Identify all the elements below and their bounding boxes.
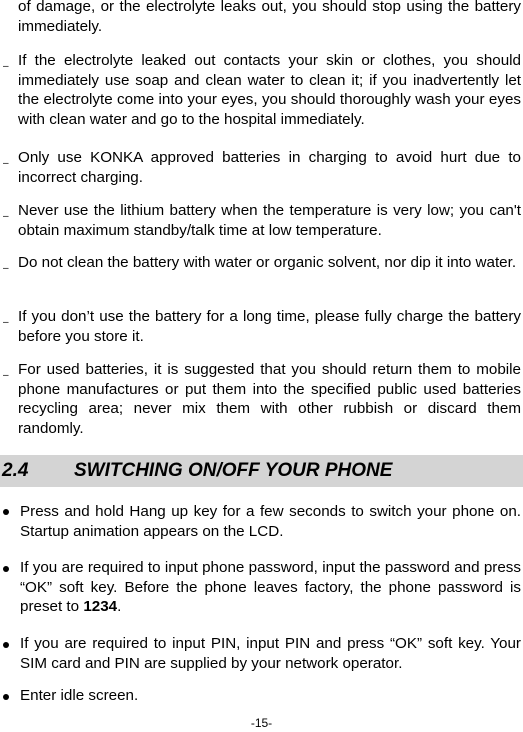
dash-item-recycling: For used batteries, it is suggested that you should return them to mobile phone manufactures or put them into the specified public used batteries recycling area; never mix them with other rubbish or discard them randomly. <box>18 361 521 437</box>
dash-item-approved-batteries: Only use KONKA approved batteries in charging to avoid hurt due to incorrect charging. <box>18 149 521 186</box>
dash-item-storage: If you don’t use the battery for a long time, please fully charge the battery before you store it. <box>18 308 521 345</box>
bullet-item-pin: If you are required to input PIN, input PIN and press “OK” soft key. Your SIM card and PIN are supplied by your network operator. <box>20 635 521 672</box>
dash-marker: – <box>3 158 9 169</box>
default-password: 1234 <box>83 598 118 615</box>
bullet-text-end: . <box>117 598 122 615</box>
dash-marker: – <box>3 263 9 274</box>
bullet-icon <box>3 642 9 648</box>
dash-marker: – <box>3 370 9 381</box>
bullet-text: If you are required to input phone password, input the password and press “OK” soft key. Before the phone leaves factory, the phone password is preset to <box>20 559 521 615</box>
bullet-item-idle-screen: Enter idle screen. <box>20 687 139 704</box>
dash-marker: – <box>3 61 9 72</box>
bullet-icon <box>3 694 9 700</box>
section-title: SWITCHING ON/OFF YOUR PHONE <box>74 460 393 481</box>
bullet-item-phone-password <box>20 558 521 617</box>
section-number: 2.4 <box>2 460 29 481</box>
dash-item-cleaning: Do not clean the battery with water or organic solvent, nor dip it into water. <box>18 254 517 271</box>
bullet-icon <box>3 566 9 572</box>
dash-item-low-temperature: Never use the lithium battery when the temperature is very low; you can't obtain maximum standby/talk time at low temperature. <box>18 202 521 239</box>
bullet-item-power-on: Press and hold Hang up key for a few seconds to switch your phone on. Startup animation appears on the LCD. <box>20 503 521 540</box>
bullet-icon <box>3 509 9 515</box>
dash-item-electrolyte: If the electrolyte leaked out contacts your skin or clothes, you should immediately use soap and clean water to clean it; if you inadvertently let the electrolyte come into your eyes, you should thoroughly wash your eyes with clean water and go to the hospital immediately. <box>18 52 521 128</box>
dash-marker: – <box>3 211 9 222</box>
page-number: -15- <box>250 716 273 730</box>
section-heading <box>0 455 523 487</box>
intro-continuation: of damage, or the electrolyte leaks out, you should stop using the battery immediately. <box>18 0 521 35</box>
dash-marker: – <box>3 317 9 328</box>
